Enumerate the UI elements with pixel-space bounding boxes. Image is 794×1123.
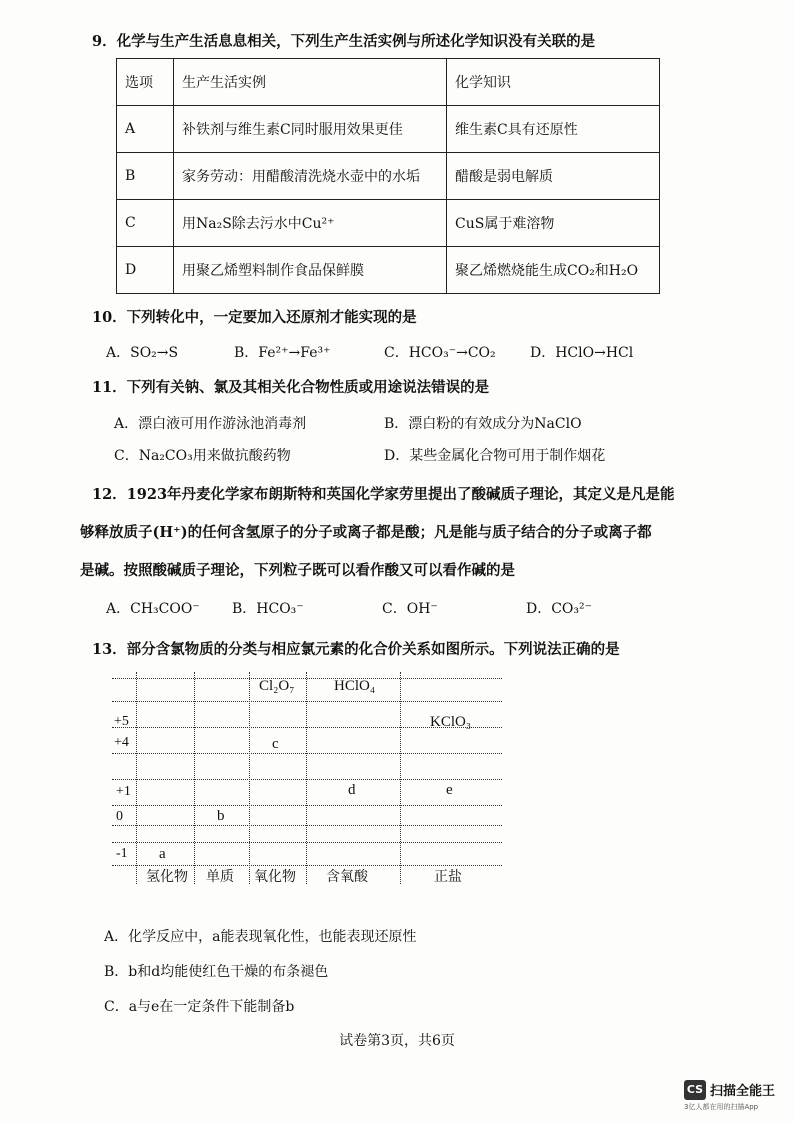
table-row [117,59,660,106]
table-cell: A [117,106,174,153]
x-category-label: 正盐 [434,869,462,885]
q9-table [116,58,660,294]
option-c: C．a与e在一定条件下能制备b [104,999,295,1015]
table-cell: 聚乙烯燃烧能生成CO₂和H₂O [447,247,660,294]
point-label-d: d [348,782,356,798]
x-category-label: 含氧酸 [326,869,368,885]
y-tick-label: 0 [116,809,123,824]
option-b: B．Fe²⁺→Fe³⁺ [234,345,331,361]
grid-line [112,825,502,826]
logo-name: 扫描全能王 [710,1084,776,1099]
table-header: 选项 [117,59,174,106]
option-d: D．某些金属化合物可用于制作烟花 [384,448,606,464]
option-d: D．HClO→HCl [530,345,634,361]
table-cell: 用Na₂S除去污水中Cu²⁺ [174,200,447,247]
table-cell: 用聚乙烯塑料制作食品保鲜膜 [174,247,447,294]
option-d: D．CO₃²⁻ [526,601,593,617]
grid-line [112,842,502,843]
q13-stem: 13．部分含氯物质的分类与相应氯元素的化合价关系如图所示。下列说法正确的是 [92,641,620,658]
point-label-hclo4: HClO₄ [334,678,376,694]
x-category-label: 氧化物 [254,869,296,885]
table-cell: 醋酸是弱电解质 [447,153,660,200]
grid-line [112,701,502,702]
table-cell: 维生素C具有还原性 [447,106,660,153]
grid-line [194,672,195,884]
q12-line3: 是碱。按照酸碱质子理论，下列粒子既可以看作酸又可以看作碱的是 [80,562,515,579]
point-label-b: b [217,808,225,824]
option-c: C．Na₂CO₃用来做抗酸药物 [114,448,291,464]
table-row [117,200,660,247]
option-c: C．HCO₃⁻→CO₂ [384,345,496,361]
option-b: B．漂白粉的有效成分为NaClO [384,416,582,432]
y-tick-label: -1 [116,846,128,861]
option-a: A．SO₂→S [106,345,179,361]
logo-tagline: 3亿人都在用的扫描App [684,1103,759,1111]
table-cell: 补铁剂与维生素C同时服用效果更佳 [174,106,447,153]
grid-line [112,779,502,780]
table-cell: B [117,153,174,200]
q9-stem: 9．化学与生产生活息息相关，下列生产生活实例与所述化学知识没有关联的是 [92,33,596,50]
table-row [117,106,660,153]
option-a: A．化学反应中，a能表现氧化性，也能表现还原性 [104,929,417,945]
option-a: A．CH₃COO⁻ [106,601,200,617]
q10-stem: 10．下列转化中，一定要加入还原剂才能实现的是 [92,309,417,326]
grid-line [249,672,250,884]
grid-line [136,672,137,884]
table-header: 化学知识 [447,59,660,106]
q11-stem: 11．下列有关钠、氯及其相关化合物性质或用途说法错误的是 [92,379,490,396]
grid-line [112,805,502,806]
table-header: 生产生活实例 [174,59,447,106]
table-cell: CuS属于难溶物 [447,200,660,247]
option-b: B．b和d均能使红色干燥的布条褪色 [104,964,329,980]
point-label-e: e [446,782,453,798]
option-c: C．OH⁻ [382,601,438,617]
scanner-logo [684,1078,784,1114]
point-label-cl2o7: Cl₂O₇ [259,678,295,694]
option-b: B．HCO₃⁻ [232,601,304,617]
table-row [117,247,660,294]
q12-line2: 够释放质子(H⁺)的任何含氢原子的分子或离子都是酸；凡是能与质子结合的分子或离子都 [80,524,652,541]
point-label-kclo3: KClO₃ [430,714,472,730]
y-tick-label: +1 [116,784,131,799]
y-tick-label: +4 [114,735,129,750]
y-tick-label: +5 [114,714,129,729]
table-cell: C [117,200,174,247]
cs-logo-icon: CS [684,1080,706,1100]
grid-line [400,672,401,884]
point-label-a: a [159,846,166,862]
grid-line [306,672,307,884]
table-row [117,153,660,200]
grid-line [112,753,502,754]
table-cell: D [117,247,174,294]
x-category-label: 氢化物 [146,869,188,885]
q12-line1: 12．1923年丹麦化学家布朗斯特和英国化学家劳里提出了酸碱质子理论，其定义是凡是能 [92,486,675,503]
table-cell: 家务劳动：用醋酸清洗烧水壶中的水垢 [174,153,447,200]
page-footer: 试卷第3页，共6页 [339,1033,455,1049]
point-label-c: c [272,736,279,752]
option-a: A．漂白液可用作游泳池消毒剂 [114,416,307,432]
valence-chart [112,672,507,887]
grid-line [112,678,502,679]
x-category-label: 单质 [206,869,234,885]
